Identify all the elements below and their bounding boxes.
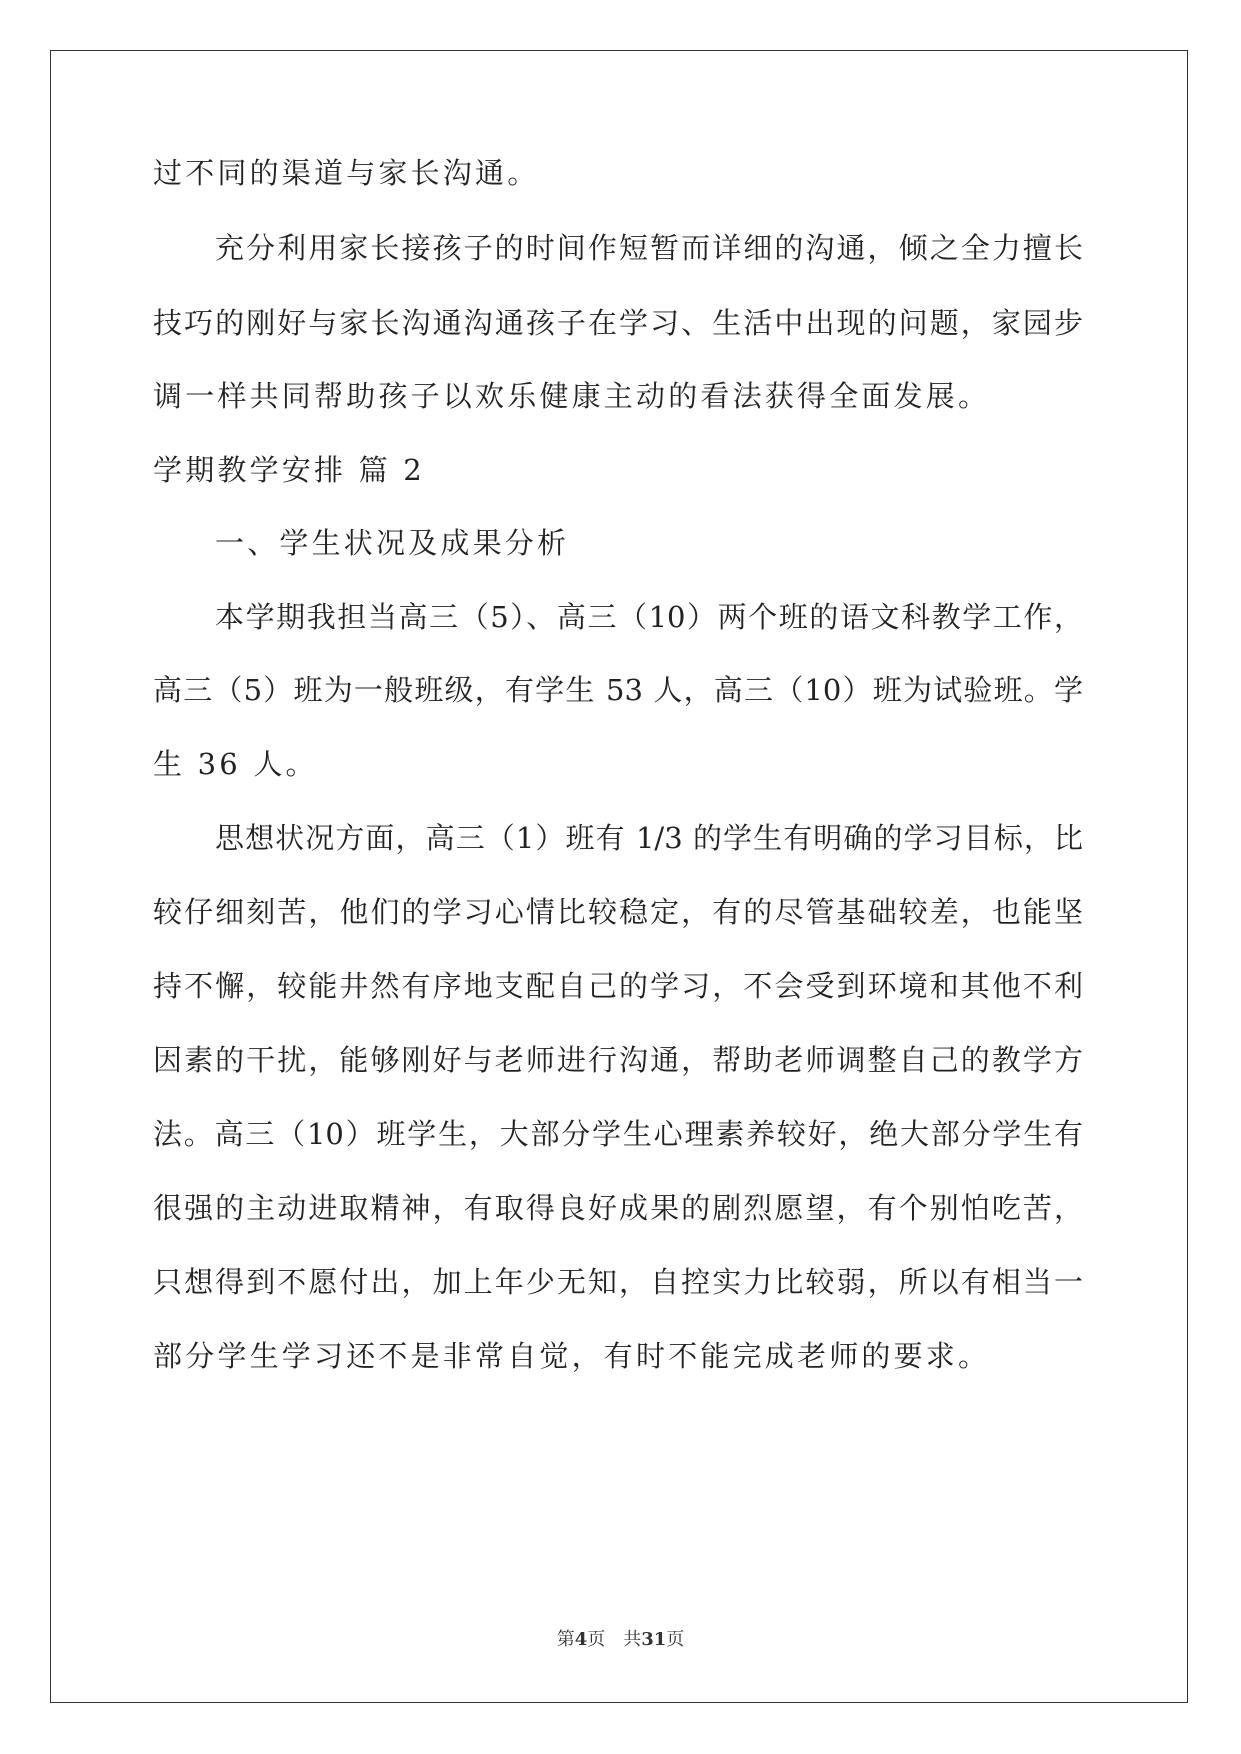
paragraph-line: 充分利用家长接孩子的时间作短暂而详细的沟通，倾之全力擅长 [215, 231, 1083, 265]
paragraph-line: 持不懈，较能井然有序地支配自己的学习，不会受到环境和其他不利 [153, 969, 1083, 1003]
paragraph-line: 因素的干扰，能够刚好与老师进行沟通，帮助老师调整自己的教学方 [153, 1043, 1083, 1077]
page-suffix: 页 [666, 1629, 685, 1650]
paragraph-line: 本学期我担当高三（5）、高三（10）两个班的语文科教学工作， [215, 600, 1083, 634]
subsection-heading: 一、学生状况及成果分析 [215, 526, 570, 560]
paragraph-line: 思想状况方面，高三（1）班有 1/3 的学生有明确的学习目标，比 [215, 821, 1083, 855]
current-page-number: 4 [574, 1629, 588, 1650]
paragraph-line: 高三（5）班为一般班级，有学生 53 人，高三（10）班为试验班。学 [153, 673, 1083, 707]
paragraph-line: 调一样共同帮助孩子以欢乐健康主动的看法获得全面发展。 [153, 379, 991, 413]
paragraph-line: 部分学生学习还不是非常自觉，有时不能完成老师的要求。 [153, 1339, 991, 1373]
total-page-number: 31 [641, 1629, 667, 1650]
section-heading: 学期教学安排 篇 2 [153, 453, 425, 487]
page-footer [0, 1628, 1241, 1652]
paragraph-line: 只想得到不愿付出，加上年少无知，自控实力比较弱，所以有相当一 [153, 1265, 1083, 1299]
paragraph-line: 生 36 人。 [153, 747, 318, 781]
paragraph-line: 法。高三（10）班学生，大部分学生心理素养较好，绝大部分学生有 [153, 1117, 1083, 1151]
paragraph-line: 较仔细刻苦，他们的学习心情比较稳定，有的尽管基础较差，也能坚 [153, 895, 1083, 929]
page-border [50, 50, 1188, 1703]
paragraph-line: 很强的主动进取精神，有取得良好成果的剧烈愿望，有个别怕吃苦， [153, 1191, 1083, 1225]
paragraph-line: 技巧的刚好与家长沟通沟通孩子在学习、生活中出现的问题，家园步 [153, 306, 1083, 340]
page-prefix: 第 [556, 1629, 575, 1650]
page-mid: 页 共 [587, 1629, 642, 1650]
paragraph-line: 过不同的渠道与家长沟通。 [153, 156, 540, 190]
